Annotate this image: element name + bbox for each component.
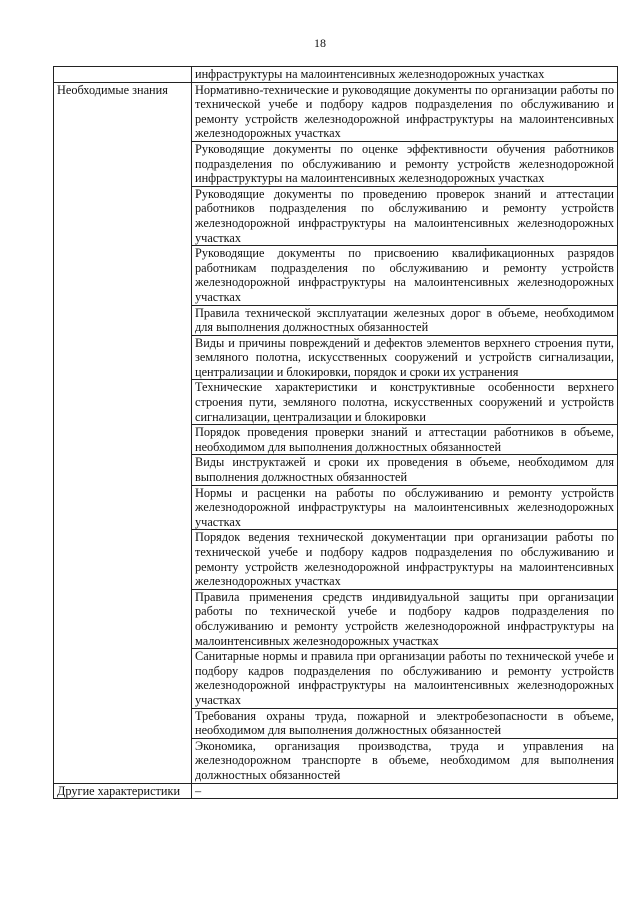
continuation-text: инфраструктуры на малоинтенсивных железнодорожных участках <box>192 67 618 83</box>
other-row <box>54 783 618 799</box>
knowledge-item: Руководящие документы по оценке эффективности обучения работников подразделения по обслуживанию и ремонту устройств железнодорожной инфраструктуры на малоинтенсивных железнодорожных участках <box>192 141 618 186</box>
other-label: Другие характеристики <box>54 783 192 799</box>
continuation-label-cell <box>54 67 192 83</box>
requirements-table <box>53 66 618 799</box>
knowledge-item: Правила применения средств индивидуальной защиты при организации работы по технической учебе и подбору кадров подразделения по обслуживанию и ремонту устройств железнодорожной инфраструктуры на малоинтенсивных железнодорожных участках <box>192 589 618 648</box>
knowledge-item: Виды и причины повреждений и дефектов элементов верхнего строения пути, земляного полотна, искусственных сооружений и устройств сигнализации, централизации и блокировки, порядок и сроки их устранения <box>192 335 618 380</box>
knowledge-item: Нормы и расценки на работы по обслуживанию и ремонту устройств железнодорожной инфраструктуры на малоинтенсивных железнодорожных участках <box>192 485 618 530</box>
other-value: – <box>192 783 618 799</box>
page-number: 18 <box>314 36 326 50</box>
knowledge-item: Санитарные нормы и правила при организации работы по технической учебе и подбору кадров подразделения по обслуживанию и ремонту устройств железнодорожной инфраструктуры на малоинтенсивных железнодорожных участках <box>192 649 618 708</box>
continuation-row <box>54 67 618 83</box>
knowledge-item: Требования охраны труда, пожарной и электробезопасности в объеме, необходимом для выполнения должностных обязанностей <box>192 708 618 738</box>
knowledge-row <box>54 82 618 141</box>
knowledge-item: Нормативно-технические и руководящие документы по организации работы по технической учебе и подбору кадров подразделения по обслуживанию и ремонту устройств железнодорожной инфраструктуры на малоинтенсивных железнодорожных участках <box>192 82 618 141</box>
knowledge-item: Технические характеристики и конструктивные особенности верхнего строения пути, земляного полотна, искусственных сооружений и устройств сигнализации, централизации и блокировки <box>192 380 618 425</box>
knowledge-item: Виды инструктажей и сроки их проведения в объеме, необходимом для выполнения должностных обязанностей <box>192 455 618 485</box>
knowledge-item: Экономика, организация производства, труда и управления на железнодорожном транспорте в объеме, необходимом для выполнения должностных обязанностей <box>192 738 618 783</box>
knowledge-item: Порядок проведения проверки знаний и аттестации работников в объеме, необходимом для выполнения должностных обязанностей <box>192 425 618 455</box>
requirements-table-body <box>54 67 618 799</box>
knowledge-item: Порядок ведения технической документации при организации работы по технической учебе и подбору кадров подразделения по обслуживанию и ремонту устройств железнодорожной инфраструктуры на малоинтенсивных железнодорожных участках <box>192 530 618 589</box>
knowledge-item: Руководящие документы по проведению проверок знаний и аттестации работников подразделения по обслуживанию и ремонту устройств железнодорожной инфраструктуры на малоинтенсивных железнодорожных участках <box>192 186 618 245</box>
knowledge-label: Необходимые знания <box>54 82 192 783</box>
knowledge-item: Руководящие документы по присвоению квалификационных разрядов работникам подразделения по обслуживанию и ремонту устройств железнодорожной инфраструктуры на малоинтенсивных железнодорожных участках <box>192 246 618 305</box>
knowledge-item: Правила технической эксплуатации железных дорог в объеме, необходимом для выполнения должностных обязанностей <box>192 305 618 335</box>
